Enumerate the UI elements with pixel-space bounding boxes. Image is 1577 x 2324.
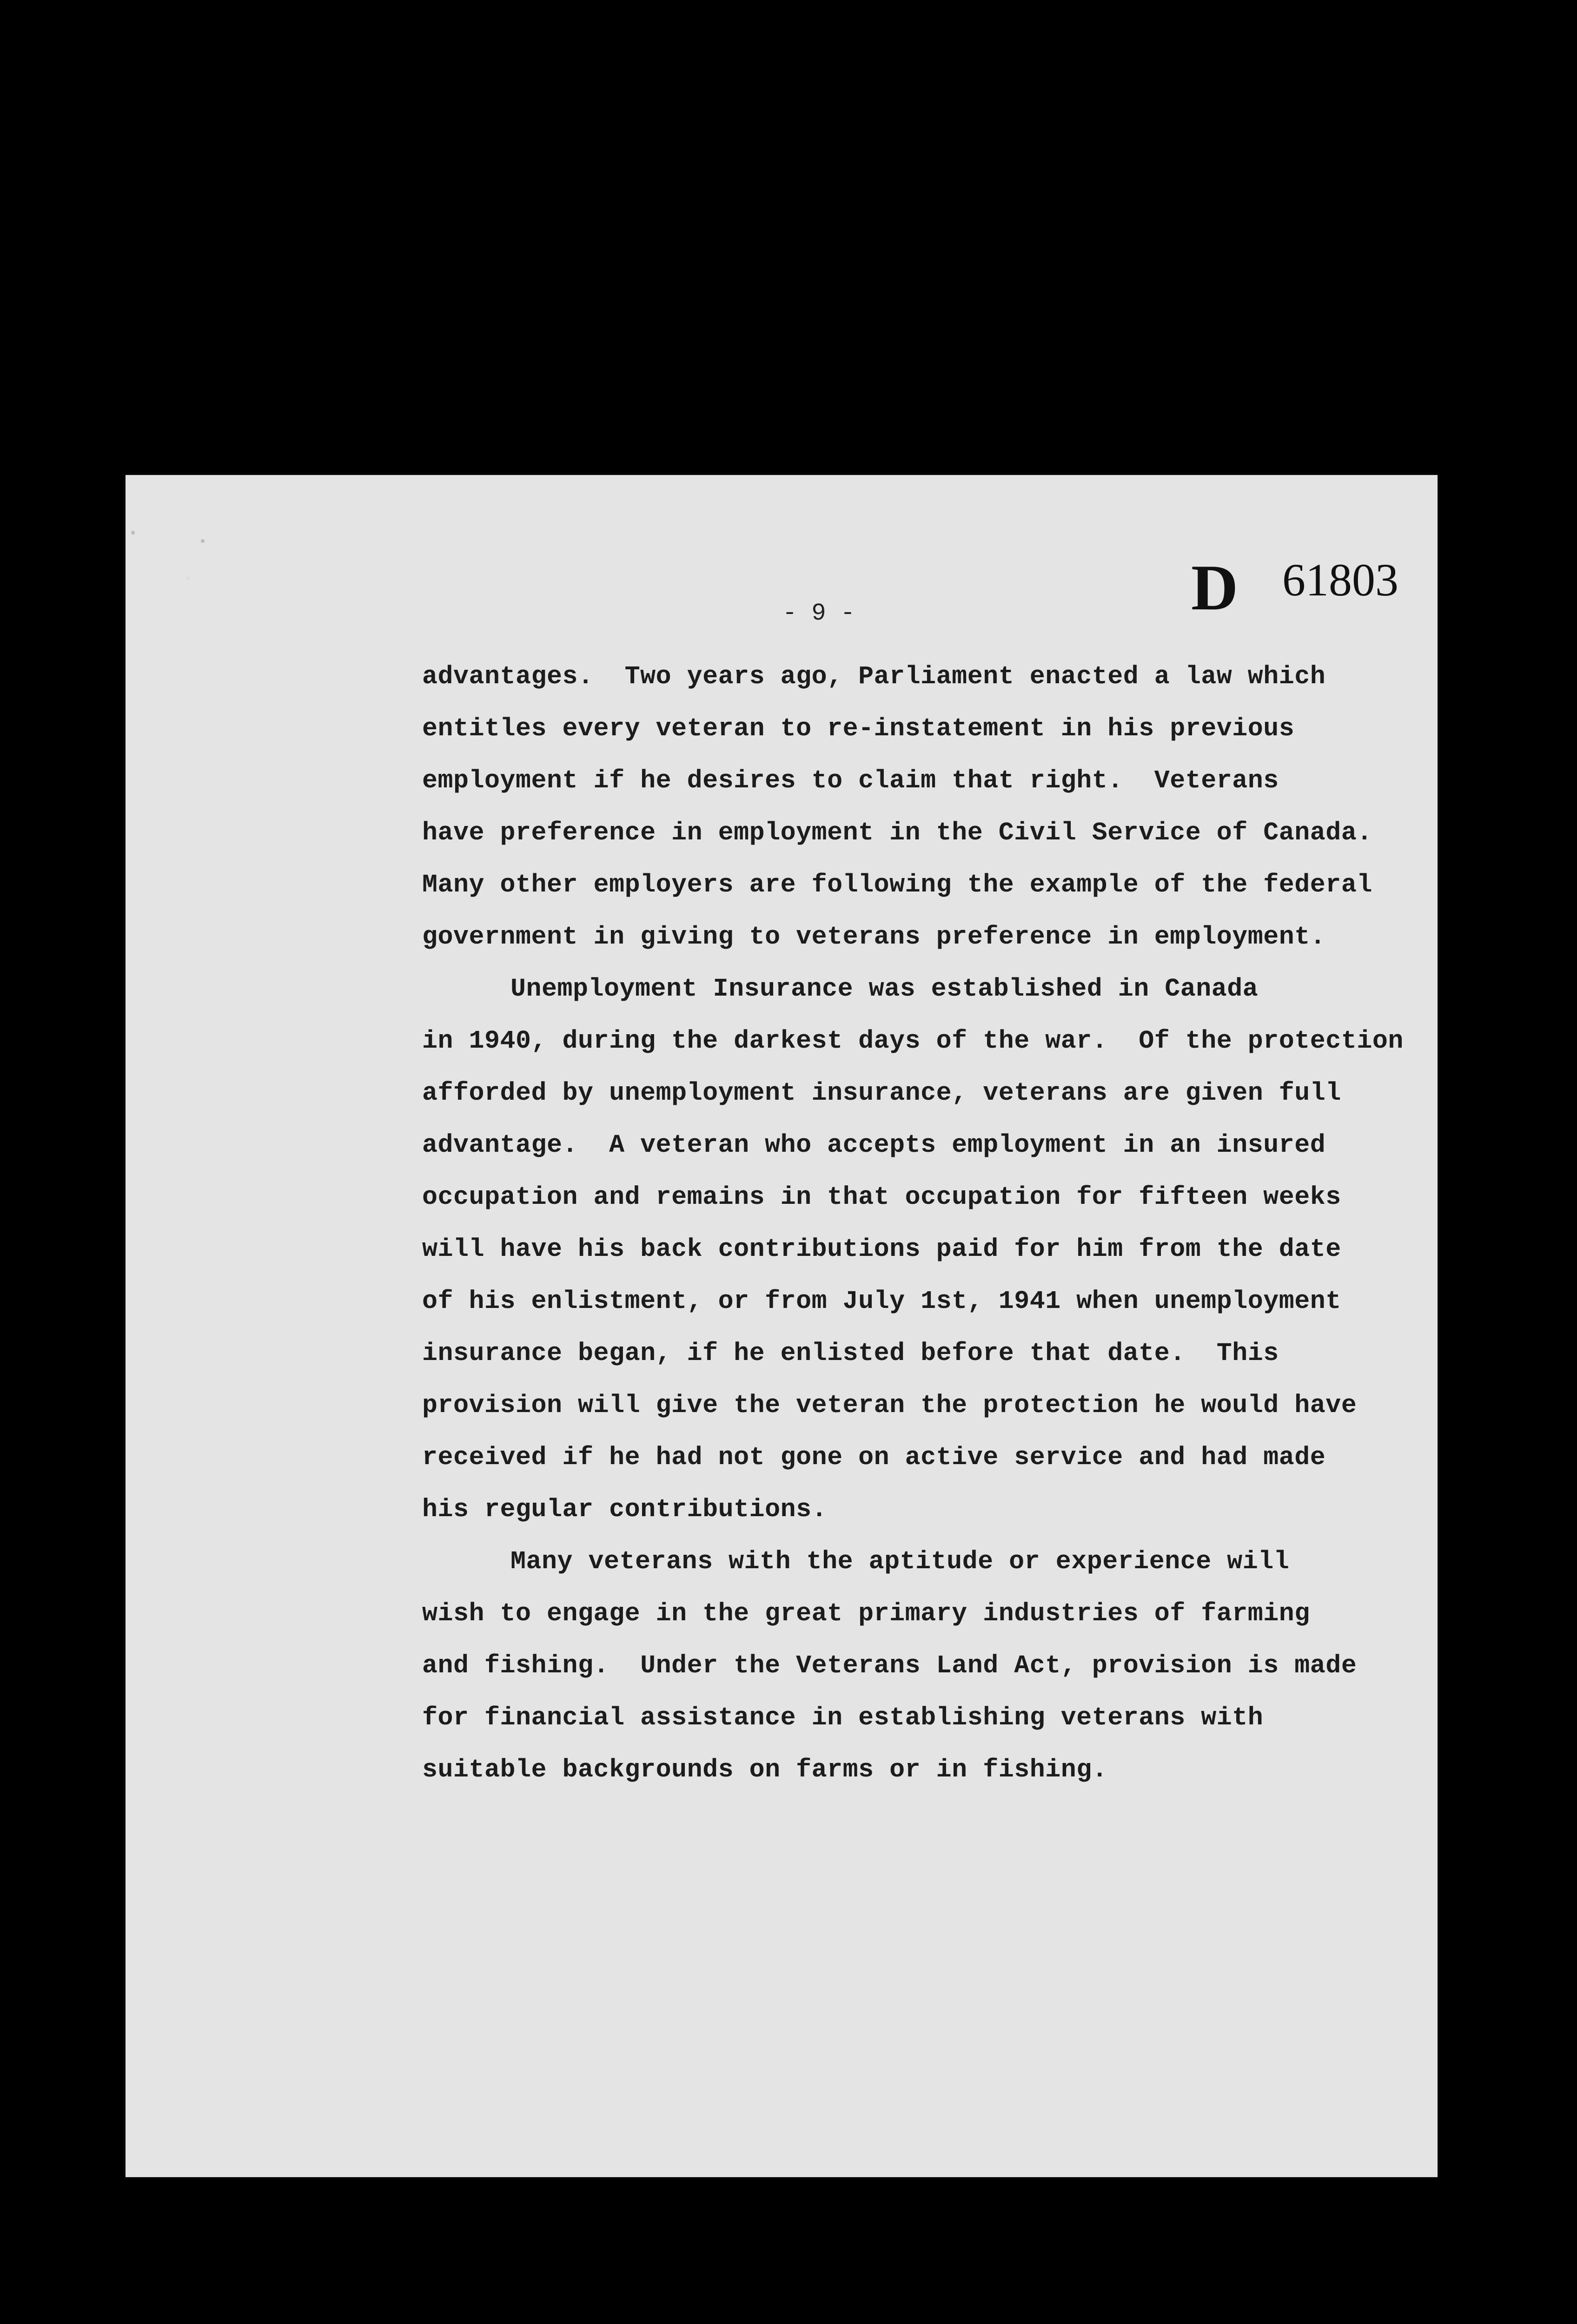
text-line: insurance began, if he enlisted before that date. This [422, 1339, 1279, 1368]
archive-stamp-number: 61803 [1282, 554, 1398, 606]
text-line: received if he had not gone on active service and had made [422, 1443, 1326, 1472]
text-line: of his enlistment, or from July 1st, 1941 when unemployment [422, 1287, 1341, 1316]
text-line: Many veterans with the aptitude or experience will [510, 1547, 1290, 1576]
text-line: Unemployment Insurance was established in Canada [510, 974, 1259, 1004]
archive-stamp-letter: D [1191, 552, 1239, 624]
page-number: - 9 - [782, 600, 855, 627]
scan-speck [201, 539, 205, 543]
text-line: for financial assistance in establishing veterans with [422, 1703, 1264, 1732]
text-line: advantages. Two years ago, Parliament enacted a law which [422, 662, 1326, 691]
text-line: will have his back contributions paid for him from the date [422, 1235, 1341, 1264]
text-line: suitable backgrounds on farms or in fishing. [422, 1755, 1108, 1784]
text-line: Many other employers are following the example of the federal [422, 870, 1372, 899]
scan-speck [131, 531, 135, 535]
text-line: and fishing. Under the Veterans Land Act, provision is made [422, 1651, 1357, 1680]
text-line: advantage. A veteran who accepts employment in an insured [422, 1130, 1326, 1160]
text-line: government in giving to veterans preference in employment. [422, 922, 1326, 951]
text-line: his regular contributions. [422, 1495, 828, 1524]
body-text [422, 651, 1404, 1796]
text-line: entitles every veteran to re-instatement in his previous [422, 714, 1295, 743]
text-line: in 1940, during the darkest days of the war. Of the protection [422, 1026, 1404, 1056]
text-line: wish to engage in the great primary industries of farming [422, 1599, 1310, 1628]
scan-speck [186, 576, 190, 580]
text-line: occupation and remains in that occupation for fifteen weeks [422, 1182, 1341, 1212]
text-line: employment if he desires to claim that right. Veterans [422, 766, 1279, 795]
text-line: have preference in employment in the Civil Service of Canada. [422, 818, 1372, 847]
text-line: afforded by unemployment insurance, veterans are given full [422, 1078, 1341, 1108]
text-line: provision will give the veteran the protection he would have [422, 1391, 1357, 1420]
